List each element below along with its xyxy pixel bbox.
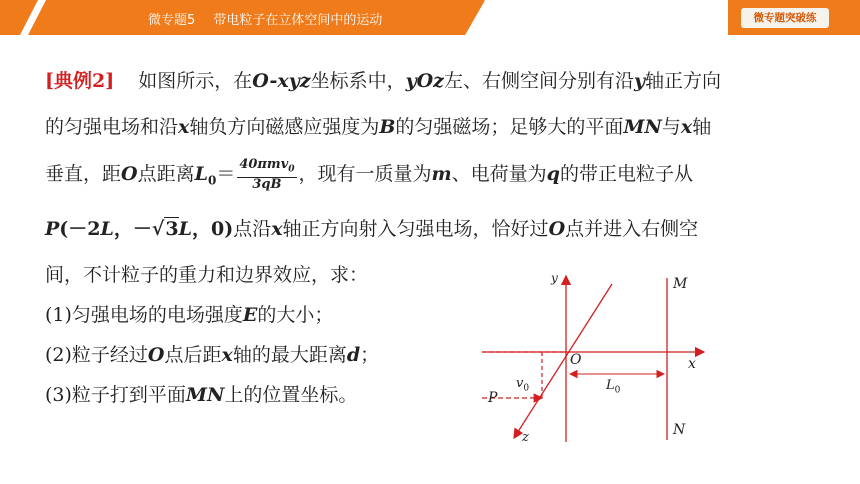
header-tag-button[interactable]: 微专题突破练: [741, 8, 829, 28]
label-x: x: [688, 356, 696, 372]
header-bar: [0, 0, 860, 35]
header-background: [0, 0, 860, 35]
label-P: P: [488, 390, 498, 406]
problem-line-2: 的匀强电场和沿x轴负方向磁感应强度为B的匀强磁场；足够大的平面MN与x轴: [45, 116, 712, 138]
example-label: [典例2]: [45, 70, 115, 92]
label-z: z: [522, 430, 529, 445]
label-M: M: [673, 276, 688, 292]
label-y: y: [551, 271, 558, 285]
question-3: (3)粒子打到平面MN上的位置坐标。: [45, 384, 358, 406]
z-axis: [514, 284, 612, 438]
label-v0: $v_0$: [516, 376, 530, 394]
label-N: N: [673, 422, 686, 438]
fraction-L0: $\frac{40\pi mv_0}{3qB}$: [239, 157, 295, 192]
coordinate-diagram: [480, 270, 720, 450]
header-topic: 带电粒子在立体空间中的运动: [213, 13, 383, 28]
problem-line-5: 间，不计粒子的重力和边界效应，求：: [45, 264, 369, 286]
question-2: (2)粒子经过O点后距x轴的最大距离d；: [45, 344, 380, 366]
problem-line-1: [典例2] 如图所示，在O-xyz坐标系中，yOz左、右侧空间分别有沿y轴正方向: [45, 70, 722, 92]
problem-line-3: 垂直，距O点距离$L_0=$ $\frac{40\pi mv_0}{3qB}$ ，现有一质量为m、电荷量为q的带正电粒子从: [45, 157, 693, 192]
problem-line-4: P(－2L，－√3L，0)点沿x轴正方向射入匀强电场，恰好过O点并进入右侧空: [45, 218, 699, 240]
header-subtitle: 微专题5: [148, 13, 196, 28]
label-L0: $L_0$: [606, 378, 621, 396]
header-title: [148, 9, 382, 28]
label-O: O: [570, 352, 582, 368]
question-1: (1)匀强电场的电场强度E的大小；: [45, 304, 334, 326]
